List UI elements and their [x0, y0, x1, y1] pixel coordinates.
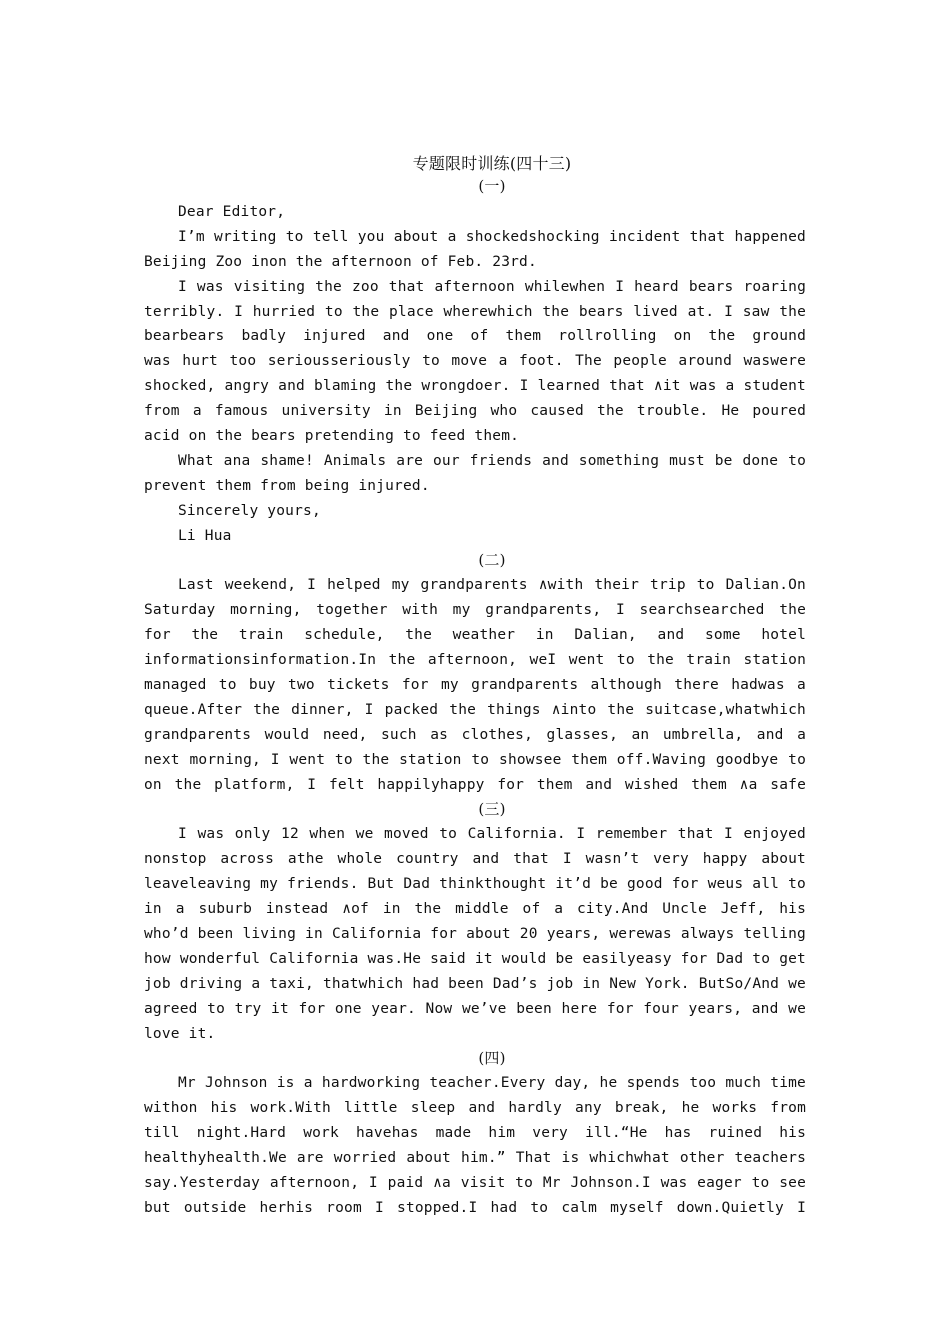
section-heading: (一): [478, 177, 506, 195]
text-line: leaveleaving my friends. But Dad thinkthought it’d be good for weus all to: [144, 876, 806, 893]
text-line: nonstop across athe whole country and that I wasn’t very happy about: [144, 851, 806, 868]
text-line: I was visiting the zoo that afternoon whilewhen I heard bears roaring: [178, 278, 806, 295]
text-line: in a suburb instead ∧of in the middle of a city.And Uncle Jeff, his: [144, 901, 806, 918]
text-line: withon his work.With little sleep and hardly any break, he works from: [144, 1100, 806, 1117]
section-heading: (三): [478, 799, 506, 818]
text-line: but outside herhis room I stopped.I had to calm myself down.Quietly I: [144, 1199, 806, 1216]
text-line: Dear Editor,: [178, 203, 286, 220]
text-line: terribly. I hurried to the place wherewhich the bears lived at. I saw the: [144, 303, 806, 320]
text-line: agreed to try it for one year. Now we’ve been here for four years, and we: [144, 1000, 806, 1017]
document-title: 专题限时训练(四十三): [412, 154, 572, 173]
text-line: Last weekend, I helped my grandparents ∧with their trip to Dalian.On: [178, 577, 806, 594]
text-line: I’m writing to tell you about a shockedshocking incident that happened: [178, 228, 806, 245]
text-line: healthyhealth.We are worried about him.” That is whichwhat other teachers: [144, 1150, 806, 1167]
text-line: on the platform, I felt happilyhappy for them and wished them ∧a safe: [144, 776, 806, 793]
text-line: Saturday morning, together with my grandparents, I searchsearched the: [144, 602, 806, 619]
text-line: say.Yesterday afternoon, I paid ∧a visit to Mr Johnson.I was eager to see: [144, 1175, 806, 1191]
text-line: bearbears badly injured and one of them rollrolling on the ground: [144, 328, 806, 345]
text-line: who’d been living in California for about 20 years, werewas always telling: [144, 926, 806, 942]
text-line: shocked, angry and blaming the wrongdoer. I learned that ∧it was a student: [144, 378, 806, 395]
text-line: grandparents would need, such as clothes, glasses, an umbrella, and a: [144, 726, 806, 743]
text-line: Li Hua: [178, 527, 232, 544]
text-line: I was only 12 when we moved to California. I remember that I enjoyed: [178, 826, 806, 843]
section-heading: (二): [478, 550, 506, 569]
section-heading: (四): [478, 1048, 506, 1067]
text-line: queue.After the dinner, I packed the things ∧into the suitcase,whatwhich: [144, 701, 806, 718]
text-line: love it.: [144, 1025, 216, 1042]
text-line: What ana shame! Animals are our friends and something must be done to: [178, 452, 806, 469]
text-line: informationsinformation.In the afternoon, weI went to the train station: [144, 652, 806, 669]
text-line: Beijing Zoo inon the afternoon of Feb. 23rd.: [144, 253, 537, 270]
text-line: was hurt too seriousseriously to move a foot. The people around waswere: [144, 353, 806, 370]
text-line: next morning, I went to the station to showsee them off.Waving goodbye to: [144, 751, 806, 768]
text-line: job driving a taxi, thatwhich had been Dad’s job in New York. ButSo/And we: [144, 975, 806, 992]
text-line: Sincerely yours,: [178, 502, 321, 519]
text-line: acid on the bears pretending to feed them.: [144, 428, 520, 444]
text-line: prevent them from being injured.: [144, 477, 430, 494]
text-line: from a famous university in Beijing who caused the trouble. He poured: [144, 403, 806, 420]
text-line: managed to buy two tickets for my grandparents although there hadwas a: [144, 677, 806, 693]
text-line: Mr Johnson is a hardworking teacher.Every day, he spends too much time: [178, 1075, 806, 1092]
text-line: for the train schedule, the weather in Dalian, and some hotel: [144, 627, 806, 644]
text-line: how wonderful California was.He said it would be easilyeasy for Dad to get: [144, 950, 806, 967]
text-line: till night.Hard work havehas made him very ill.“He has ruined his: [144, 1125, 806, 1142]
